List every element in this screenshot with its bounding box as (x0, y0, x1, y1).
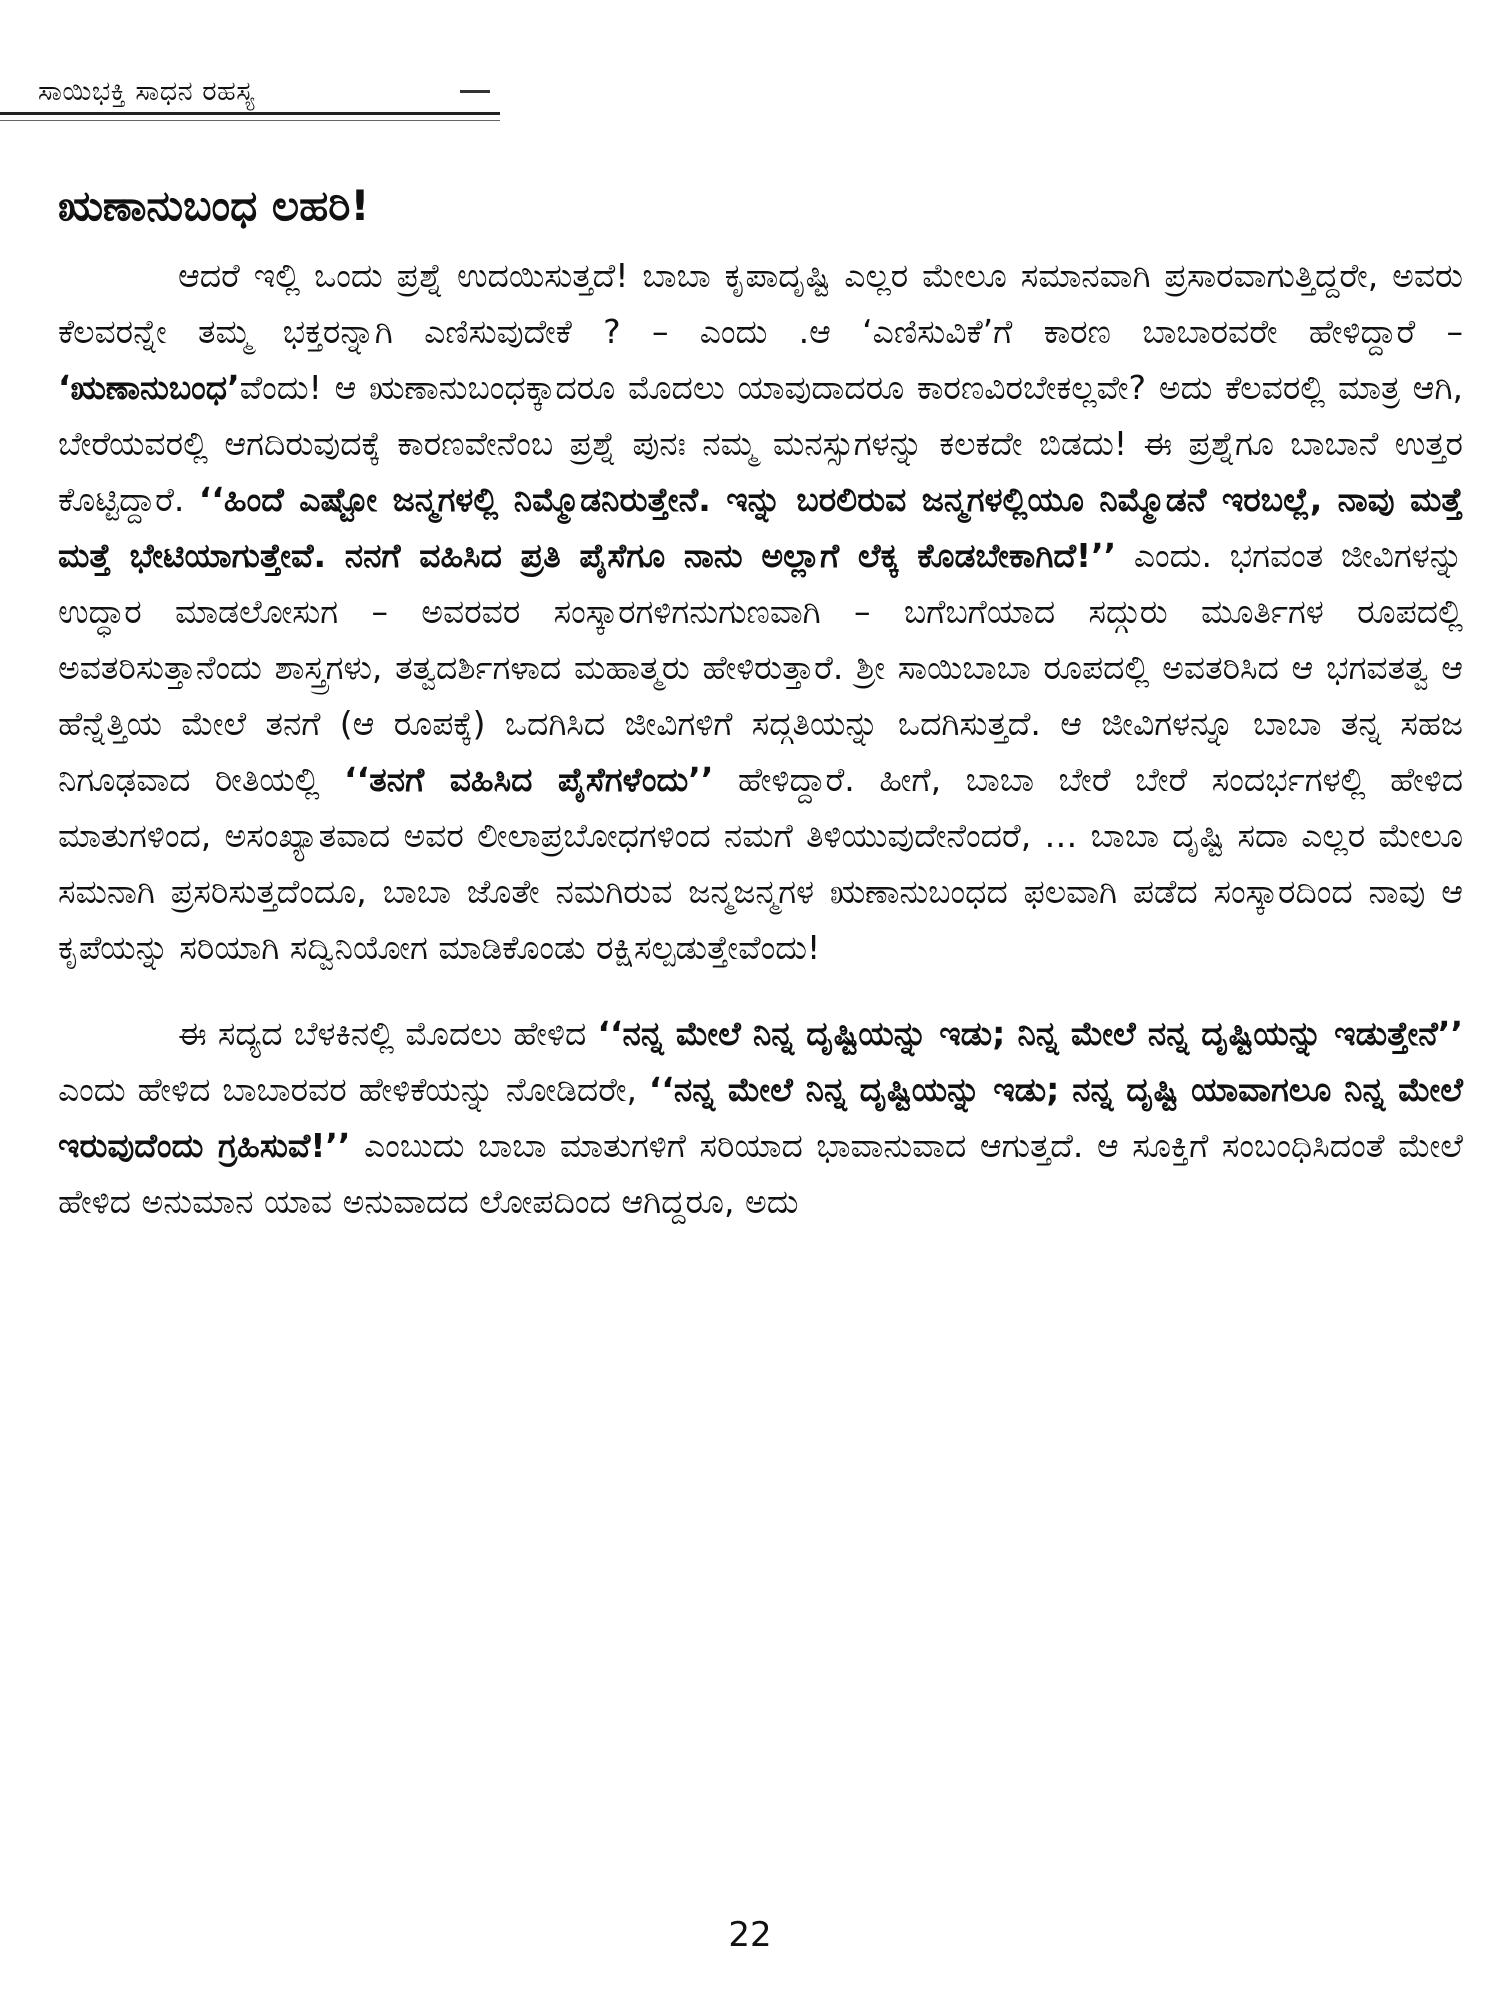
paragraph-1-text-3: ಎಂದು. ಭಗವಂತ ಜೀವಿಗಳನ್ನು ಉದ್ಧಾರ ಮಾಡಲೋಸುಗ – ಅವರವರ ಸಂಸ್ಕಾರಗಳಿಗನುಗುಣವಾಗಿ – ಬಗೆಬಗೆಯಾದ ಸದ್ಗುರು ಮೂರ್ತಿಗಳ ರೂಪದಲ್ಲಿ ಅವತರಿಸುತ್ತಾನೆಂದು ಶಾಸ್ತ್ರಗಳು, ತತ್ವದರ್ಶಿಗಳಾದ ಮಹಾತ್ಮರು ಹೇಳಿರುತ್ತಾರೆ. ಶ್ರೀ ಸಾಯಿಬಾಬಾ ರೂಪದಲ್ಲಿ ಅವತರಿಸಿದ ಆ ಭಗವತತ್ವ ಆ ಹೆನ್ನೆತ್ತಿಯ ಮೇಲೆ ತನಗೆ (ಆ ರೂಪಕ್ಕೆ) ಒದಗಿಸಿದ ಜೀವಿಗಳಿಗೆ ಸದ್ಗತಿಯನ್ನು ಒದಗಿಸುತ್ತದೆ. ಆ ಜೀವಿಗಳನ್ನೂ ಬಾಬಾ ತನ್ನ ಸಹಜ ನಿಗೂಢವಾದ ರೀತಿಯಲ್ಲಿ (58, 536, 1463, 799)
paragraph-1-bold-3: ‘‘ತನಗೆ ವಹಿಸಿದ ಪೈಸೆಗಳೆಂದು’’ (344, 760, 714, 799)
page-number: 22 (728, 1915, 772, 1955)
paragraph-2-text-2: ಎಂದು ಹೇಳಿದ ಬಾಬಾರವರ ಹೇಳಿಕೆಯನ್ನು ನೋಡಿದರೇ, (58, 1070, 637, 1109)
paragraph-1-text-2: ವೆಂದು! ಆ ಋಣಾನುಬಂಧಕ್ಕಾದರೂ ಮೊದಲು ಯಾವುದಾದರೂ ಕಾರಣವಿರಬೇಕಲ್ಲವೇ? ಅದು ಕೆಲವರಲ್ಲಿ ಮಾತ್ರ ಆಗಿ, ಬೇರೆಯವರಲ್ಲಿ ಆಗದಿರುವುದಕ್ಕೆ ಕಾರಣವೇನೆಂಬ ಪ್ರಶ್ನೆ ಪುನಃ ನಮ್ಮ ಮನಸ್ಸುಗಳನ್ನು ಕಲಕದೇ ಬಿಡದು! ಈ ಪ್ರಶ್ನೆಗೂ ಬಾಬಾನೆ ಉತ್ತರ ಕೊಟ್ಟಿದ್ದಾರೆ. (58, 368, 1463, 519)
running-head-dash (460, 90, 490, 93)
body-text (58, 248, 1463, 1230)
paragraph-2-text-3: ಎಂಬುದು ಬಾಬಾ ಮಾತುಗಳಿಗೆ ಸರಿಯಾದ ಭಾವಾನುವಾದ ಆಗುತ್ತದೆ. ಆ ಸೂಕ್ತಿಗೆ ಸಂಬಂಧಿಸಿದಂತೆ ಮೇಲೆ ಹೇಳಿದ ಅನುಮಾನ ಯಾವ ಅನುವಾದದ ಲೋಪದಿಂದ ಆಗಿದ್ದರೂ, ಅದು (58, 1126, 1463, 1221)
header-rule (0, 112, 500, 121)
paragraph-2-bold-2: ‘‘ನನ್ನ ಮೇಲೆ ನಿನ್ನ ದೃಷ್ಟಿಯನ್ನು ಇಡು; ನನ್ನ ದೃಷ್ಟಿ ಯಾವಾಗಲೂ ನಿನ್ನ ಮೇಲೆ ಇರುವುದೆಂದು ಗ್ರಹಿಸುವೆ!’’ (58, 1070, 1463, 1165)
paragraph-2-bold-1: ‘‘ನನ್ನ ಮೇಲೆ ನಿನ್ನ ದೃಷ್ಟಿಯನ್ನು ಇಡು; ನಿನ್ನ ಮೇಲೆ ನನ್ನ ದೃಷ್ಟಿಯನ್ನು ಇಡುತ್ತೇನೆ’’ (597, 1014, 1463, 1053)
paragraph-1 (58, 248, 1463, 976)
running-head: ಸಾಯಿಭಕ್ತಿ ಸಾಧನ ರಹಸ್ಯ (38, 76, 255, 107)
paragraph-1-bold-2: ‘‘ಹಿಂದೆ ಎಷ್ಟೋ ಜನ್ಮಗಳಲ್ಲಿ ನಿಮ್ಮೊಡನಿರುತ್ತೇನೆ. ಇನ್ನು ಬರಲಿರುವ ಜನ್ಮಗಳಲ್ಲಿಯೂ ನಿಮ್ಮೊಡನೆ ಇರಬಲ್ಲೆ, ನಾವು ಮತ್ತೆ ಮತ್ತೆ ಭೇಟಿಯಾಗುತ್ತೇವೆ. ನನಗೆ ವಹಿಸಿದ ಪ್ರತಿ ಪೈಸೆಗೂ ನಾನು ಅಲ್ಲಾಗೆ ಲೆಕ್ಕ ಕೊಡಬೇಕಾಗಿದೆ!’’ (58, 480, 1463, 575)
paragraph-1-bold-1: ‘ಋಣಾನುಬಂಧ’ (58, 368, 240, 407)
section-heading: ಋಣಾನುಬಂಧ ಲಹರಿ! (58, 181, 370, 230)
paragraph-1-text-1: ಆದರೆ ಇಲ್ಲಿ ಒಂದು ಪ್ರಶ್ನೆ ಉದಯಿಸುತ್ತದೆ! ಬಾಬಾ ಕೃಪಾದೃಷ್ಟಿ ಎಲ್ಲರ ಮೇಲೂ ಸಮಾನವಾಗಿ ಪ್ರಸಾರವಾಗುತ್ತಿದ್ದರೇ, ಅವರು ಕೆಲವರನ್ನೇ ತಮ್ಮ ಭಕ್ತರನ್ನಾಗಿ ಎಣಿಸುವುದೇಕೆ ? – ಎಂದು .ಆ ‘ಎಣಿಸುವಿಕೆ’ಗೆ ಕಾರಣ ಬಾಬಾರವರೇ ಹೇಳಿದ್ದಾರೆ – (58, 256, 1463, 351)
paragraph-2 (58, 1006, 1463, 1230)
paragraph-1-text-4: ಹೇಳಿದ್ದಾರೆ. ಹೀಗೆ, ಬಾಬಾ ಬೇರೆ ಬೇರೆ ಸಂದರ್ಭಗಳಲ್ಲಿ ಹೇಳಿದ ಮಾತುಗಳಿಂದ, ಅಸಂಖ್ಯಾತವಾದ ಅವರ ಲೀಲಾಪ್ರಬೋಧಗಳಿಂದ ನಮಗೆ ತಿಳಿಯುವುದೇನೆಂದರೆ, … ಬಾಬಾ ದೃಷ್ಟಿ ಸದಾ ಎಲ್ಲರ ಮೇಲೂ ಸಮನಾಗಿ ಪ್ರಸರಿಸುತ್ತದೆಂದೂ, ಬಾಬಾ ಜೊತೇ ನಮಗಿರುವ ಜನ್ಮಜನ್ಮಗಳ ಋಣಾನುಬಂಧದ ಫಲವಾಗಿ ಪಡೆದ ಸಂಸ್ಕಾರದಿಂದ ನಾವು ಆ ಕೃಪೆಯನ್ನು ಸರಿಯಾಗಿ ಸದ್ವಿನಿಯೋಗ ಮಾಡಿಕೊಂಡು ರಕ್ಷಿಸಲ್ಪಡುತ್ತೇವೆಂದು! (58, 760, 1464, 967)
paragraph-2-text-1: ಈ ಸದ್ಯದ ಬೆಳಕಿನಲ್ಲಿ ಮೊದಲು ಹೇಳಿದ (178, 1014, 587, 1053)
